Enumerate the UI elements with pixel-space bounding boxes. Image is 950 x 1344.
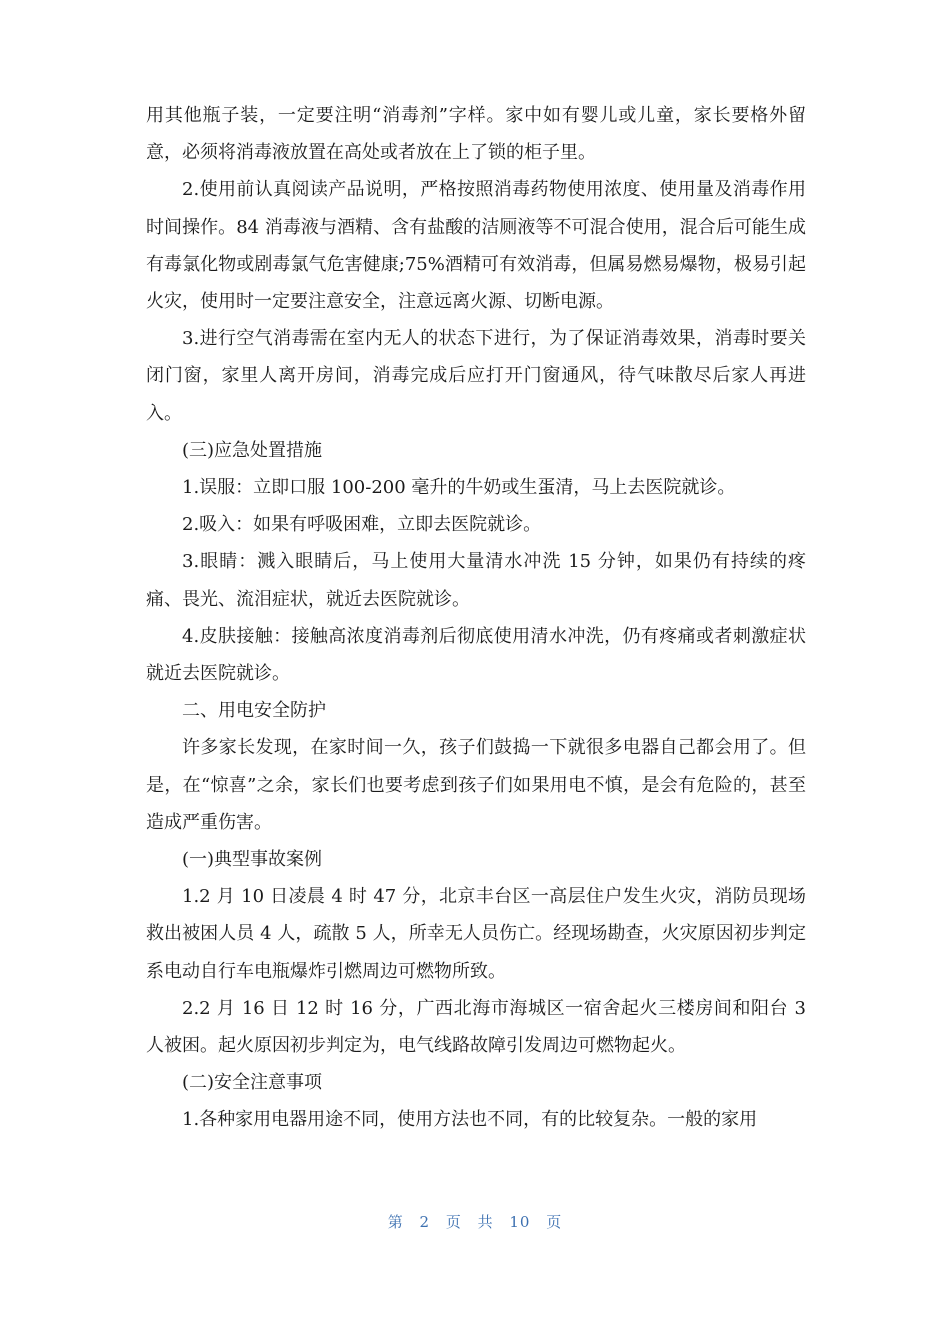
section-heading: (二)安全注意事项	[182, 1072, 323, 1094]
paragraph: 2.使用前认真阅读产品说明，严格按照消毒药物使用浓度、使用量及消毒作用时间操作。84 消毒液与酒精、含有盐酸的洁厕液等不可混合使用，混合后可能生成有毒氯化物或剧毒氯气危害健康;75%酒精可有效消毒，但属易燃易爆物，极易引起火灾，使用时一定要注意安全，注意远离火源、切断电源。	[146, 179, 806, 313]
paragraph: 2.吸入：如果有呼吸困难，立即去医院就诊。	[182, 514, 542, 536]
paragraph: 3.进行空气消毒需在室内无人的状态下进行，为了保证消毒效果，消毒时要关闭门窗，家里人离开房间，消毒完成后应打开门窗通风，待气味散尽后家人再进入。	[146, 328, 806, 424]
section-heading: (三)应急处置措施	[182, 439, 323, 461]
paragraph: 2.2 月 16 日 12 时 16 分，广西北海市海城区一宿舍起火三楼房间和阳台 3 人被困。起火原因初步判定为，电气线路故障引发周边可燃物起火。	[146, 997, 806, 1057]
section-heading: 二、用电安全防护	[182, 700, 326, 722]
paragraph: 1.误服：立即口服 100-200 毫升的牛奶或生蛋清，马上去医院就诊。	[182, 477, 736, 499]
paragraph: 许多家长发现，在家时间一久，孩子们鼓捣一下就很多电器自己都会用了。但是，在“惊喜”之余，家长们也要考虑到孩子们如果用电不慎，是会有危险的，甚至造成严重伤害。	[146, 737, 806, 833]
page-number-footer: 第 2 页 共 10 页	[387, 1213, 563, 1231]
paragraph: 1.2 月 10 日凌晨 4 时 47 分，北京丰台区一高层住户发生火灾，消防员现场救出被困人员 4 人，疏散 5 人，所幸无人员伤亡。经现场勘查，火灾原因初步判定系电动自行车电瓶爆炸引燃周边可燃物所致。	[146, 886, 806, 982]
paragraph: 4.皮肤接触：接触高浓度消毒剂后彻底使用清水冲洗，仍有疼痛或者刺激症状就近去医院就诊。	[146, 625, 806, 685]
paragraph: 3.眼睛：溅入眼睛后，马上使用大量清水冲洗 15 分钟，如果仍有持续的疼痛、畏光、流泪症状，就近去医院就诊。	[146, 551, 806, 610]
document-body	[146, 97, 806, 1139]
paragraph: 用其他瓶子装，一定要注明“消毒剂”字样。家中如有婴儿或儿童，家长要格外留意，必须将消毒液放置在高处或者放在上了锁的柜子里。	[146, 105, 806, 164]
section-heading: (一)典型事故案例	[182, 849, 323, 871]
paragraph: 1.各种家用电器用途不同，使用方法也不同，有的比较复杂。一般的家用	[182, 1109, 758, 1131]
